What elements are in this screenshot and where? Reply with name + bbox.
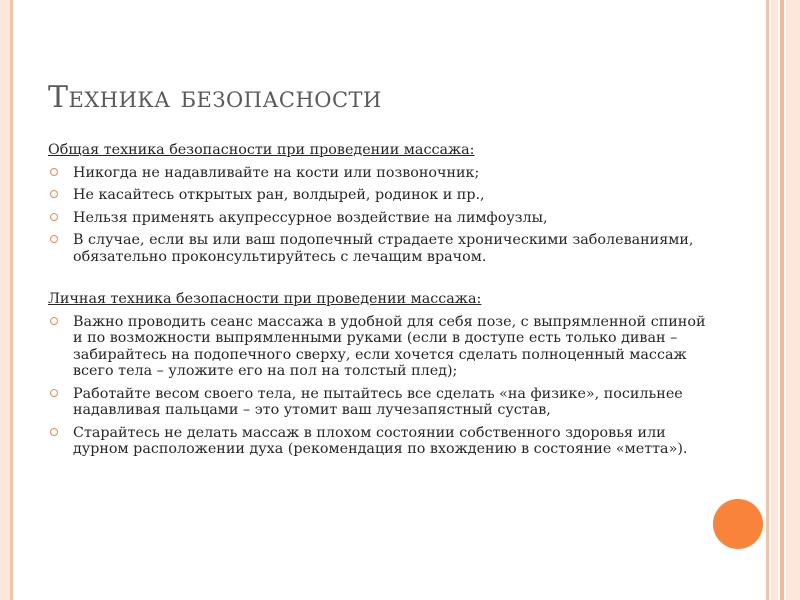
slide-title: Техника безопасности xyxy=(48,80,382,115)
personal-safety-list xyxy=(48,314,708,458)
bullet-icon xyxy=(50,428,58,436)
bullet-icon xyxy=(50,235,58,243)
list-item: Работайте весом своего тела, не пытайтесь все сделать «на физике», посильнее надавливая пальцами – это утомит ваш лучезапястный сустав, xyxy=(48,386,708,419)
list-item: В случае, если вы или ваш подопечный страдаете хроническими заболеваниями, обязательно проконсультируйтесь с лечащим врачом. xyxy=(48,232,708,265)
section-heading-general: Общая техника безопасности при проведении массажа: xyxy=(48,142,475,158)
bullet-icon xyxy=(50,317,58,325)
list-item: Не касайтесь открытых ран, волдырей, родинок и пр., xyxy=(48,187,708,204)
bullet-icon xyxy=(50,168,58,176)
bullet-icon xyxy=(50,213,58,221)
general-safety-list xyxy=(48,165,708,266)
list-item: Никогда не надавливайте на кости или позвоночник; xyxy=(48,165,708,182)
section-heading-personal: Личная техника безопасности при проведении массажа: xyxy=(48,291,482,307)
slide-content xyxy=(48,142,708,464)
list-item: Нельзя применять акупрессурное воздействие на лимфоузлы, xyxy=(48,210,708,227)
bullet-icon xyxy=(50,190,58,198)
bullet-icon xyxy=(50,389,58,397)
accent-circle-icon xyxy=(713,499,763,549)
list-item: Важно проводить сеанс массажа в удобной для себя позе, с выпрямленной спиной и по возможности выпрямленными руками (если в доступе есть только диван – забирайтесь на подопечного сверху, если хочется сделать полноценный массаж всего тела – уложите его на пол на толстый плед); xyxy=(48,314,708,380)
list-item: Старайтесь не делать массаж в плохом состоянии собственного здоровья или дурном расположении духа (рекомендация по вхождению в состояние «метта»). xyxy=(48,425,708,458)
